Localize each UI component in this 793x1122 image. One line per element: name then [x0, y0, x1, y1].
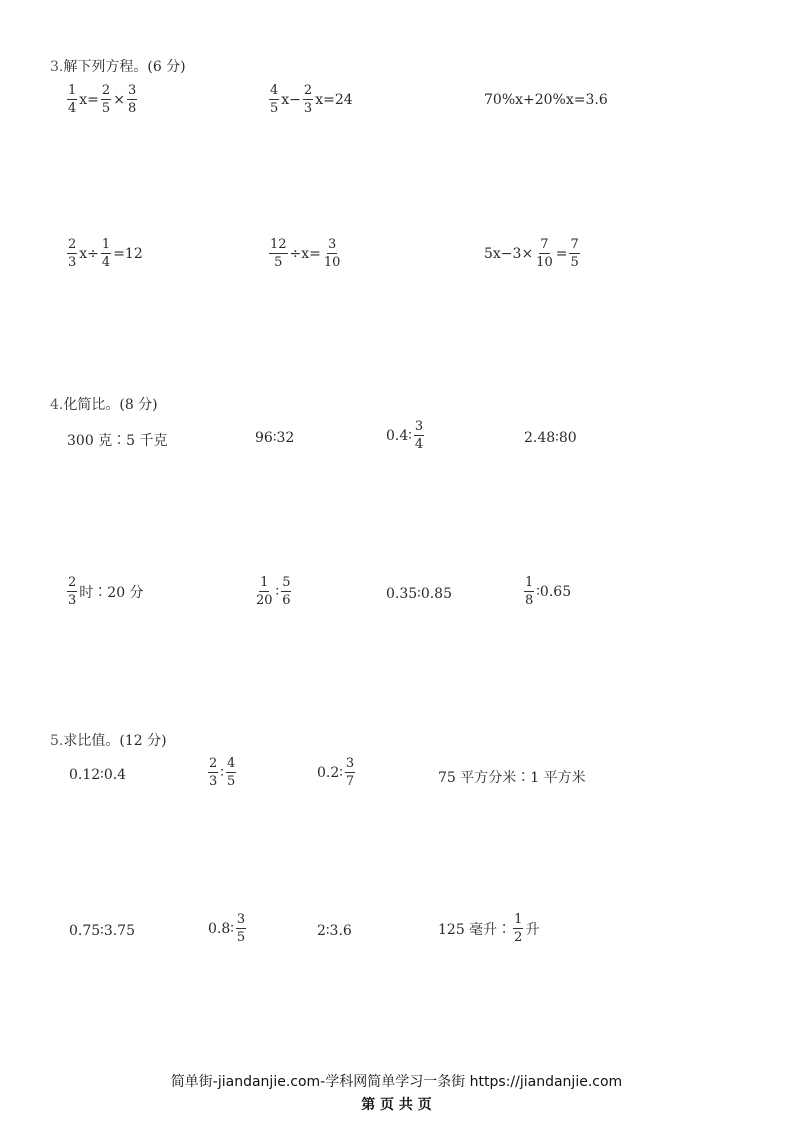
fraction-denominator: 5 [270, 101, 279, 116]
fraction [269, 84, 279, 115]
ratio-item [66, 576, 145, 607]
section-5-title [50, 730, 167, 750]
ratio-item [66, 430, 169, 450]
fraction-numerator: 1 [68, 83, 77, 98]
ratio-item [254, 430, 295, 446]
math-text: 300 克∶5 千克 [67, 433, 168, 449]
equation [483, 238, 581, 269]
fraction-numerator: 7 [570, 237, 579, 252]
fraction [535, 238, 554, 269]
section-number: 4. [50, 397, 64, 413]
ratio-item [523, 576, 572, 607]
fraction-denominator: 7 [345, 774, 355, 789]
fraction-numerator: 2 [68, 237, 77, 252]
fraction [569, 238, 579, 269]
fraction-numerator: 4 [270, 83, 279, 98]
math-text: 0.8∶ [208, 920, 234, 937]
fraction-numerator: 12 [270, 237, 287, 252]
fraction-denominator: 3 [303, 101, 313, 116]
fraction-numerator: 2 [303, 83, 313, 98]
equation [66, 84, 138, 115]
fraction-denominator: 2 [514, 930, 523, 945]
fraction-numerator: 3 [414, 419, 424, 434]
ratio-item [68, 923, 136, 939]
fraction-denominator: 5 [101, 101, 111, 116]
fraction-numerator: 5 [282, 575, 291, 590]
fraction-denominator: 5 [570, 255, 579, 270]
fraction-denominator: 4 [68, 101, 77, 116]
math-text: ÷x= [289, 245, 321, 262]
fraction [101, 238, 111, 269]
fraction-denominator: 10 [323, 255, 341, 270]
math-text: 96∶32 [255, 430, 295, 446]
ratio-item [316, 923, 353, 939]
ratio-item [385, 586, 453, 602]
math-text: 时∶20 分 [79, 584, 144, 601]
fraction-numerator: 4 [226, 756, 236, 771]
math-text: 0.4∶ [386, 427, 412, 444]
section-4-title [50, 394, 158, 414]
fraction-numerator: 3 [345, 756, 355, 771]
fraction-numerator: 1 [525, 575, 534, 590]
math-text: 125 毫升∶ [438, 921, 512, 938]
ratio-item [437, 913, 540, 944]
fraction-denominator: 4 [101, 255, 111, 270]
math-text: 70%x+20%x=3.6 [484, 92, 608, 108]
fraction [101, 84, 111, 115]
math-text: x÷ [79, 245, 99, 262]
fraction [208, 757, 218, 788]
section-3-title [50, 56, 186, 76]
math-text: 5x−3× [484, 245, 534, 262]
fraction-numerator: 1 [260, 575, 269, 590]
footer-source: 简单街-jiandanjie.com-学科网简单学习一条街 https://jiandanjie.com [170, 1074, 623, 1090]
equation [268, 238, 342, 269]
ratio-item [437, 767, 587, 787]
fraction-numerator: 3 [127, 83, 137, 98]
fraction-numerator: 3 [236, 912, 246, 927]
ratio-item [254, 576, 292, 607]
math-text: x=24 [315, 91, 353, 108]
fraction [269, 238, 288, 269]
fraction [67, 84, 77, 115]
section-heading: 化简比。(8 分) [63, 397, 158, 413]
fraction [323, 238, 342, 269]
math-text: 2∶3.6 [317, 923, 352, 939]
fraction [67, 238, 77, 269]
ratio-item [385, 420, 425, 451]
fraction-denominator: 3 [68, 593, 77, 608]
ratio-item [523, 430, 578, 446]
fraction-numerator: 1 [101, 237, 111, 252]
math-text: ∶ [275, 583, 280, 600]
fraction [414, 420, 424, 451]
math-text: 2.48∶80 [524, 430, 577, 446]
math-text: x= [79, 91, 99, 108]
ratio-item [68, 767, 127, 783]
ratio-item [207, 757, 237, 788]
math-text: =12 [113, 245, 143, 262]
fraction-denominator: 6 [282, 593, 291, 608]
fraction-denominator: 3 [209, 774, 218, 789]
ratio-item [316, 757, 356, 788]
fraction [127, 84, 137, 115]
fraction-numerator: 2 [68, 575, 77, 590]
math-text: × [113, 91, 125, 108]
fraction-numerator: 7 [540, 237, 549, 252]
equation [483, 92, 609, 108]
section-number: 3. [50, 59, 64, 75]
ratio-item [207, 913, 247, 944]
fraction [226, 757, 236, 788]
fraction-denominator: 5 [274, 255, 283, 270]
fraction-numerator: 2 [209, 756, 218, 771]
math-text: = [555, 245, 568, 262]
fraction [345, 757, 355, 788]
fraction-denominator: 3 [68, 255, 77, 270]
section-heading: 求比值。(12 分) [63, 733, 167, 749]
fraction [255, 576, 274, 607]
fraction-denominator: 8 [525, 593, 534, 608]
fraction-numerator: 1 [514, 912, 523, 927]
equation [66, 238, 144, 269]
section-heading: 解下列方程。(6 分) [63, 59, 186, 75]
math-text: 0.12∶0.4 [69, 767, 127, 783]
fraction [524, 576, 534, 607]
math-text: 升 [525, 921, 540, 938]
fraction-denominator: 20 [256, 593, 273, 608]
math-text: 0.35∶0.85 [386, 586, 452, 602]
fraction [513, 913, 523, 944]
footer-page-number: 第 页 共 页 [361, 1097, 432, 1113]
math-text: ∶0.65 [536, 583, 572, 600]
math-text: 0.75∶3.75 [69, 923, 135, 939]
fraction-denominator: 4 [414, 437, 424, 452]
fraction [303, 84, 313, 115]
fraction [281, 576, 291, 607]
fraction [67, 576, 77, 607]
fraction-denominator: 5 [226, 774, 236, 789]
fraction-numerator: 2 [101, 83, 111, 98]
fraction-denominator: 5 [236, 930, 246, 945]
fraction-numerator: 3 [328, 237, 337, 252]
fraction-denominator: 10 [536, 255, 553, 270]
math-text: ∶ [220, 764, 224, 781]
section-number: 5. [50, 733, 64, 749]
fraction [236, 913, 246, 944]
fraction-denominator: 8 [127, 101, 137, 116]
math-text: x− [281, 91, 301, 108]
equation [268, 84, 354, 115]
math-text: 0.2∶ [317, 764, 343, 781]
math-text: 75 平方分米∶1 平方米 [438, 770, 586, 786]
